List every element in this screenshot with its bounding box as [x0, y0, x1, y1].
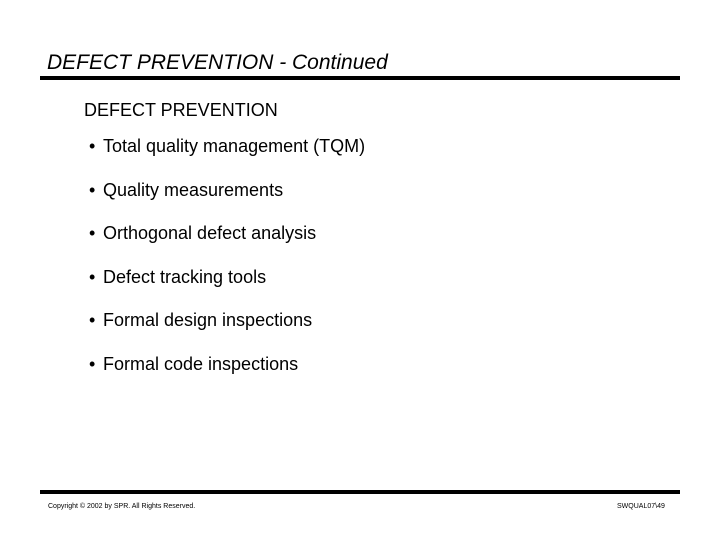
bullet-text: Formal code inspections [103, 353, 299, 374]
footer-slide-code: SWQUAL07\49 [617, 503, 665, 510]
footer-divider [40, 490, 680, 494]
footer-copyright: Copyright © 2002 by SPR. All Rights Reserved. [48, 503, 196, 510]
section-heading: DEFECT PREVENTION [84, 100, 278, 120]
bullet-icon: • [89, 353, 96, 374]
bullet-list [89, 135, 365, 396]
bullet-icon: • [89, 179, 96, 200]
bullet-text: Total quality management (TQM) [103, 136, 366, 156]
bullet-text: Defect tracking tools [103, 266, 267, 287]
bullet-text: Orthogonal defect analysis [103, 223, 317, 243]
list-item [89, 222, 365, 266]
bullet-text: Formal design inspections [103, 310, 313, 330]
list-item [89, 309, 365, 353]
list-item [89, 353, 365, 397]
slide-title: DEFECT PREVENTION - Continued [47, 51, 388, 74]
list-item [89, 135, 365, 179]
list-item [89, 179, 365, 223]
title-divider [40, 76, 680, 80]
bullet-icon: • [89, 223, 96, 243]
list-item [89, 266, 365, 310]
bullet-icon: • [89, 310, 96, 330]
bullet-icon: • [89, 266, 96, 287]
bullet-icon: • [89, 136, 96, 156]
bullet-text: Quality measurements [103, 179, 284, 200]
